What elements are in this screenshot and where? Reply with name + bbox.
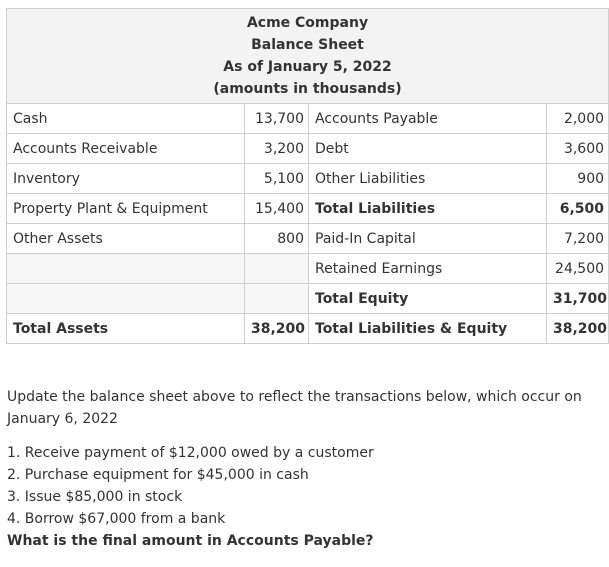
table-row bbox=[7, 194, 609, 224]
sheet-title: Balance Sheet bbox=[251, 37, 364, 53]
empty-cell bbox=[245, 284, 309, 314]
transaction-list bbox=[7, 442, 597, 530]
liability-label: Accounts Payable bbox=[309, 104, 547, 134]
question-text: What is the final amount in Accounts Payable? bbox=[7, 533, 374, 549]
total-liabilities-equity-value: 38,200 bbox=[547, 314, 609, 344]
total-liabilities-label: Total Liabilities bbox=[309, 194, 547, 224]
balance-sheet-table bbox=[6, 8, 609, 344]
list-item: 1. Receive payment of $12,000 owed by a customer bbox=[7, 445, 374, 461]
sheet-date: As of January 5, 2022 bbox=[223, 59, 392, 75]
total-liabilities-equity-label: Total Liabilities & Equity bbox=[309, 314, 547, 344]
equity-label: Retained Earnings bbox=[309, 254, 547, 284]
liability-value: 2,000 bbox=[547, 104, 609, 134]
liability-value: 3,600 bbox=[547, 134, 609, 164]
asset-value: 13,700 bbox=[245, 104, 309, 134]
asset-value: 3,200 bbox=[245, 134, 309, 164]
total-equity-value: 31,700 bbox=[547, 284, 609, 314]
empty-cell bbox=[7, 254, 245, 284]
equity-value: 7,200 bbox=[547, 224, 609, 254]
list-item: 2. Purchase equipment for $45,000 in cash bbox=[7, 467, 309, 483]
liability-value: 900 bbox=[547, 164, 609, 194]
asset-value: 5,100 bbox=[245, 164, 309, 194]
sheet-units: (amounts in thousands) bbox=[213, 81, 402, 97]
list-item: 4. Borrow $67,000 from a bank bbox=[7, 511, 226, 527]
table-row bbox=[7, 104, 609, 134]
asset-label: Other Assets bbox=[7, 224, 245, 254]
total-equity-label: Total Equity bbox=[309, 284, 547, 314]
instructions-block bbox=[7, 386, 597, 552]
asset-label: Cash bbox=[7, 104, 245, 134]
total-liabilities-value: 6,500 bbox=[547, 194, 609, 224]
asset-value: 800 bbox=[245, 224, 309, 254]
total-assets-label: Total Assets bbox=[7, 314, 245, 344]
asset-label: Accounts Receivable bbox=[7, 134, 245, 164]
table-header bbox=[7, 9, 609, 104]
list-item: 3. Issue $85,000 in stock bbox=[7, 489, 183, 505]
empty-cell bbox=[7, 284, 245, 314]
table-row bbox=[7, 254, 609, 284]
equity-label: Paid-In Capital bbox=[309, 224, 547, 254]
table-row bbox=[7, 224, 609, 254]
liability-label: Debt bbox=[309, 134, 547, 164]
table-row bbox=[7, 284, 609, 314]
instructions-intro: Update the balance sheet above to reflect the transactions below, which occur on January 6, 2022 bbox=[7, 389, 582, 427]
empty-cell bbox=[245, 254, 309, 284]
asset-label: Property Plant & Equipment bbox=[7, 194, 245, 224]
table-row bbox=[7, 314, 609, 344]
company-name: Acme Company bbox=[246, 15, 369, 31]
total-assets-value: 38,200 bbox=[245, 314, 309, 344]
asset-label: Inventory bbox=[7, 164, 245, 194]
equity-value: 24,500 bbox=[547, 254, 609, 284]
table-header-row bbox=[7, 9, 609, 104]
table-row bbox=[7, 164, 609, 194]
liability-label: Other Liabilities bbox=[309, 164, 547, 194]
table-row bbox=[7, 134, 609, 164]
asset-value: 15,400 bbox=[245, 194, 309, 224]
